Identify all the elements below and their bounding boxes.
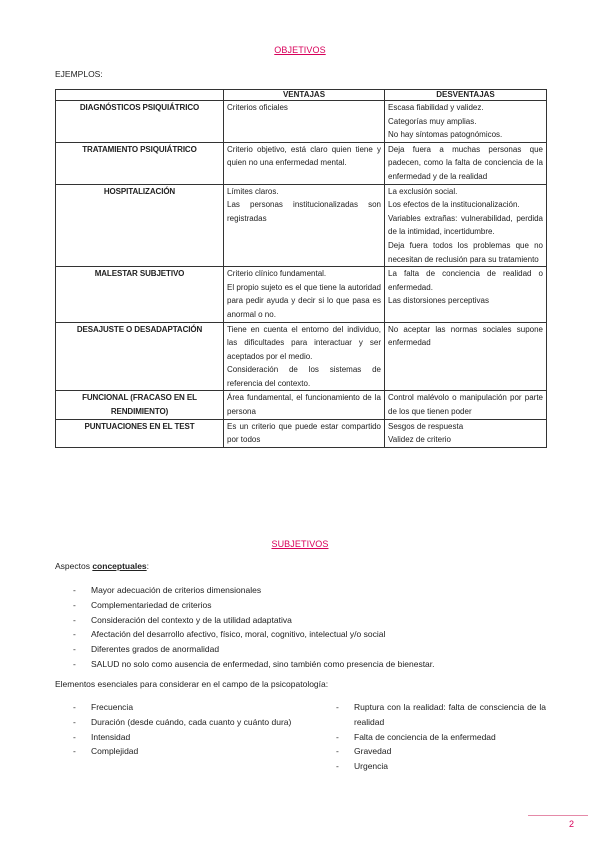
header-empty [56,90,224,101]
row-label: DESAJUSTE O DESADAPTACIÓN [56,322,224,391]
desventajas-cell [385,101,547,143]
table-row [56,184,547,267]
table-row [56,419,547,447]
table-row [56,391,547,419]
desventajas-line: Escasa fiabilidad y validez. [388,103,484,112]
desventajas-line: No hay síntomas patognómicos. [388,130,503,140]
ventajas-cell [224,184,385,267]
elemento-item: - Duración (desde cuándo, cada cuanto y cuánto dura) [73,715,295,730]
ventajas-cell [224,101,385,143]
row-label: FUNCIONAL (FRACASO EN EL RENDIMIENTO) [56,391,224,419]
ventajas-line: Límites claros. [227,186,279,196]
aspecto-item: - Complementariedad de criterios [73,598,543,613]
desventajas-cell [385,267,547,322]
heading-subjetivos: SUBJETIVOS [271,539,329,549]
elemento-item: - Gravedad [336,744,546,759]
desventajas-cell [385,391,547,419]
ventajas-line: Tiene en cuenta el entorno del individuo, las dificultades para interactuar y ser aceptados por el medio. [227,324,381,361]
table-row [56,267,547,322]
row-label: HOSPITALIZACIÓN [56,184,224,267]
ventajas-cell [224,419,385,447]
elemento-item: - Urgencia [336,759,546,774]
ventajas-line: Criterio clínico fundamental. [227,269,327,279]
desventajas-cell [385,419,547,447]
table-row [56,142,547,184]
row-label: TRATAMIENTO PSIQUIÁTRICO [56,142,224,184]
aspecto-item: - Afectación del desarrollo afectivo, físico, moral, cognitivo, intelectual y/o social [73,627,543,642]
aspecto-item: - Diferentes grados de anormalidad [73,642,543,657]
desventajas-line: La exclusión social. [388,186,458,196]
aspecto-item: - Mayor adecuación de criterios dimensionales [73,583,543,598]
heading-objetivos: OBJETIVOS [274,45,326,55]
aspectos-prefix: Aspectos [55,561,93,571]
elementos-left-list [73,700,295,759]
ventajas-cell [224,322,385,391]
ventajas-line: Es un criterio que puede estar compartido por todos [227,421,381,445]
header-ventajas: VENTAJAS [224,90,385,101]
desventajas-line: Los efectos de la institucionalización. [388,200,520,210]
criteria-table [55,89,547,448]
desventajas-line: Control malévolo o manipulación por parte de los que tienen poder [388,393,543,417]
elemento-item: - Intensidad [73,730,295,745]
elementos-right-list [336,700,546,774]
aspecto-item: - Consideración del contexto y de la utilidad adaptativa [73,613,543,628]
ventajas-cell [224,391,385,419]
desventajas-line: Validez de criterio [388,435,451,445]
aspectos-bold: conceptuales [92,561,147,571]
ejemplos-label: EJEMPLOS: [55,69,103,79]
aspectos-label [55,561,149,571]
desventajas-line: Variables extrañas: vulnerabilidad, perdida de la intimidad, incertidumbre. [388,213,543,237]
page-number: 2 [569,819,575,829]
aspectos-list [73,583,543,672]
ventajas-line: Consideración de los sistemas de referencia del contexto. [227,365,381,388]
aspectos-suffix: : [146,561,150,571]
ventajas-cell [224,142,385,184]
elemento-item: - Falta de conciencia de la enfermedad [336,730,546,745]
footer-divider [528,815,588,816]
desventajas-cell [385,184,547,267]
table-row [56,101,547,143]
aspecto-item: - SALUD no solo como ausencia de enfermedad, sino también como presencia de bienestar. [73,657,543,672]
elemento-item: - Complejidad [73,744,295,759]
desventajas-line: Sesgos de respuesta [388,421,464,431]
ventajas-line: Criterios oficiales [227,103,288,112]
desventajas-cell [385,322,547,391]
desventajas-line: La falta de conciencia de realidad o enfermedad. [388,269,543,292]
desventajas-line: Deja fuera todos los problemas que no necesitan de reclusión para su tratamiento [388,240,543,264]
header-desventajas: DESVENTAJAS [385,90,547,101]
desventajas-line: Las distorsiones perceptivas [388,296,489,306]
desventajas-cell [385,142,547,184]
elemento-item: - Ruptura con la realidad: falta de consciencia de la realidad [336,700,546,730]
elemento-item: - Frecuencia [73,700,295,715]
desventajas-line: Deja fuera a muchas personas que padecen, como la falta de conciencia de la enfermedad y de la realidad [388,144,543,181]
row-label: DIAGNÓSTICOS PSIQUIÁTRICO [56,101,224,143]
ventajas-line: El propio sujeto es el que tiene la autoridad para pedir ayuda y decir si lo que pasa es anormal o no. [227,282,381,319]
table-row [56,322,547,391]
table-header-row [56,90,547,101]
ventajas-line: Área fundamental, el funcionamiento de la persona [227,393,381,417]
ventajas-line: Las personas institucionalizadas son registradas [227,200,381,223]
desventajas-line: No aceptar las normas sociales supone enfermedad [388,324,543,348]
ventajas-cell [224,267,385,322]
elementos-label: Elementos esenciales para considerar en el campo de la psicopatología: [55,679,329,689]
ventajas-line: Criterio objetivo, está claro quien tiene y quien no una enfermedad mental. [227,144,381,168]
desventajas-line: Categorías muy amplias. [388,116,477,126]
row-label: PUNTUACIONES EN EL TEST [56,419,224,447]
row-label: MALESTAR SUBJETIVO [56,267,224,322]
